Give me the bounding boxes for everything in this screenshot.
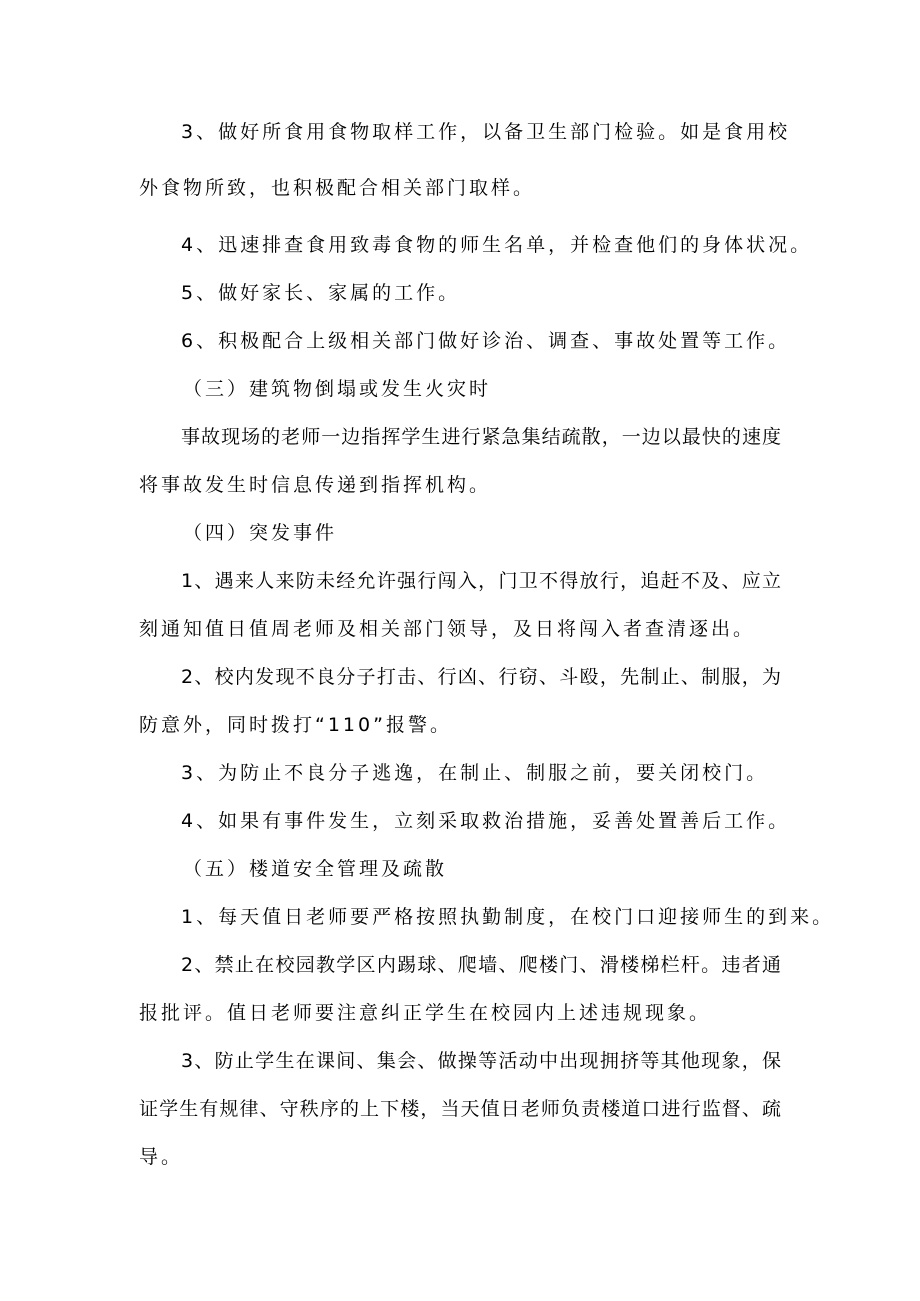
paragraph-line: 2、禁止在校园教学区内踢球、爬墙、爬楼门、滑楼梯栏杆。违者通 (181, 954, 781, 976)
section-heading: （三）建筑物倒塌或发生火灾时 (183, 378, 492, 400)
paragraph-line: 3、防止学生在课间、集会、做操等活动中出现拥挤等其他现象，保 (181, 1050, 781, 1072)
paragraph-line: 1、遇来人来防未经允许强行闯入，门卫不得放行，追赶不及、应立 (181, 570, 781, 592)
paragraph-line: 证学生有规律、守秩序的上下楼，当天值日老师负责楼道口进行监督、疏 (139, 1098, 781, 1120)
paragraph-line: 报批评。值日老师要注意纠正学生在校园内上述违规现象。 (139, 1002, 712, 1024)
paragraph-line: 防意外，同时拨打“110”报警。 (139, 714, 452, 736)
paragraph-line: 2、校内发现不良分子打击、行凶、行窃、斗殴，先制止、制服，为 (181, 666, 781, 688)
section-heading: （四）突发事件 (183, 522, 338, 544)
paragraph-line: 外食物所致，也积极配合相关部门取样。 (139, 177, 536, 199)
paragraph-line: 事故现场的老师一边指挥学生进行紧急集结疏散，一边以最快的速度 (181, 426, 781, 448)
section-heading: （五）楼道安全管理及疏散 (183, 858, 448, 880)
paragraph-line: 4、如果有事件发生，立刻采取救治措施，妥善处置善后工作。 (181, 810, 791, 832)
paragraph-line: 5、做好家长、家属的工作。 (181, 282, 461, 304)
paragraph-line: 4、迅速排查食用致毒食物的师生名单，并检查他们的身体状况。 (181, 234, 813, 256)
paragraph-line: 3、为防止不良分子逃逸，在制止、制服之前，要关闭校门。 (181, 762, 769, 784)
paragraph-line: 3、做好所食用食物取样工作，以备卫生部门检验。如是食用校 (181, 121, 791, 143)
paragraph-line: 6、积极配合上级相关部门做好诊治、调查、事故处置等工作。 (181, 330, 791, 352)
paragraph-line: 将事故发生时信息传递到指挥机构。 (139, 474, 492, 496)
paragraph-line: 刻通知值日值周老师及相关部门领导，及日将闯入者查清逐出。 (139, 618, 756, 640)
paragraph-line: 导。 (139, 1146, 184, 1168)
paragraph-line: 1、每天值日老师要严格按照执勤制度，在校门口迎接师生的到来。 (181, 906, 835, 928)
